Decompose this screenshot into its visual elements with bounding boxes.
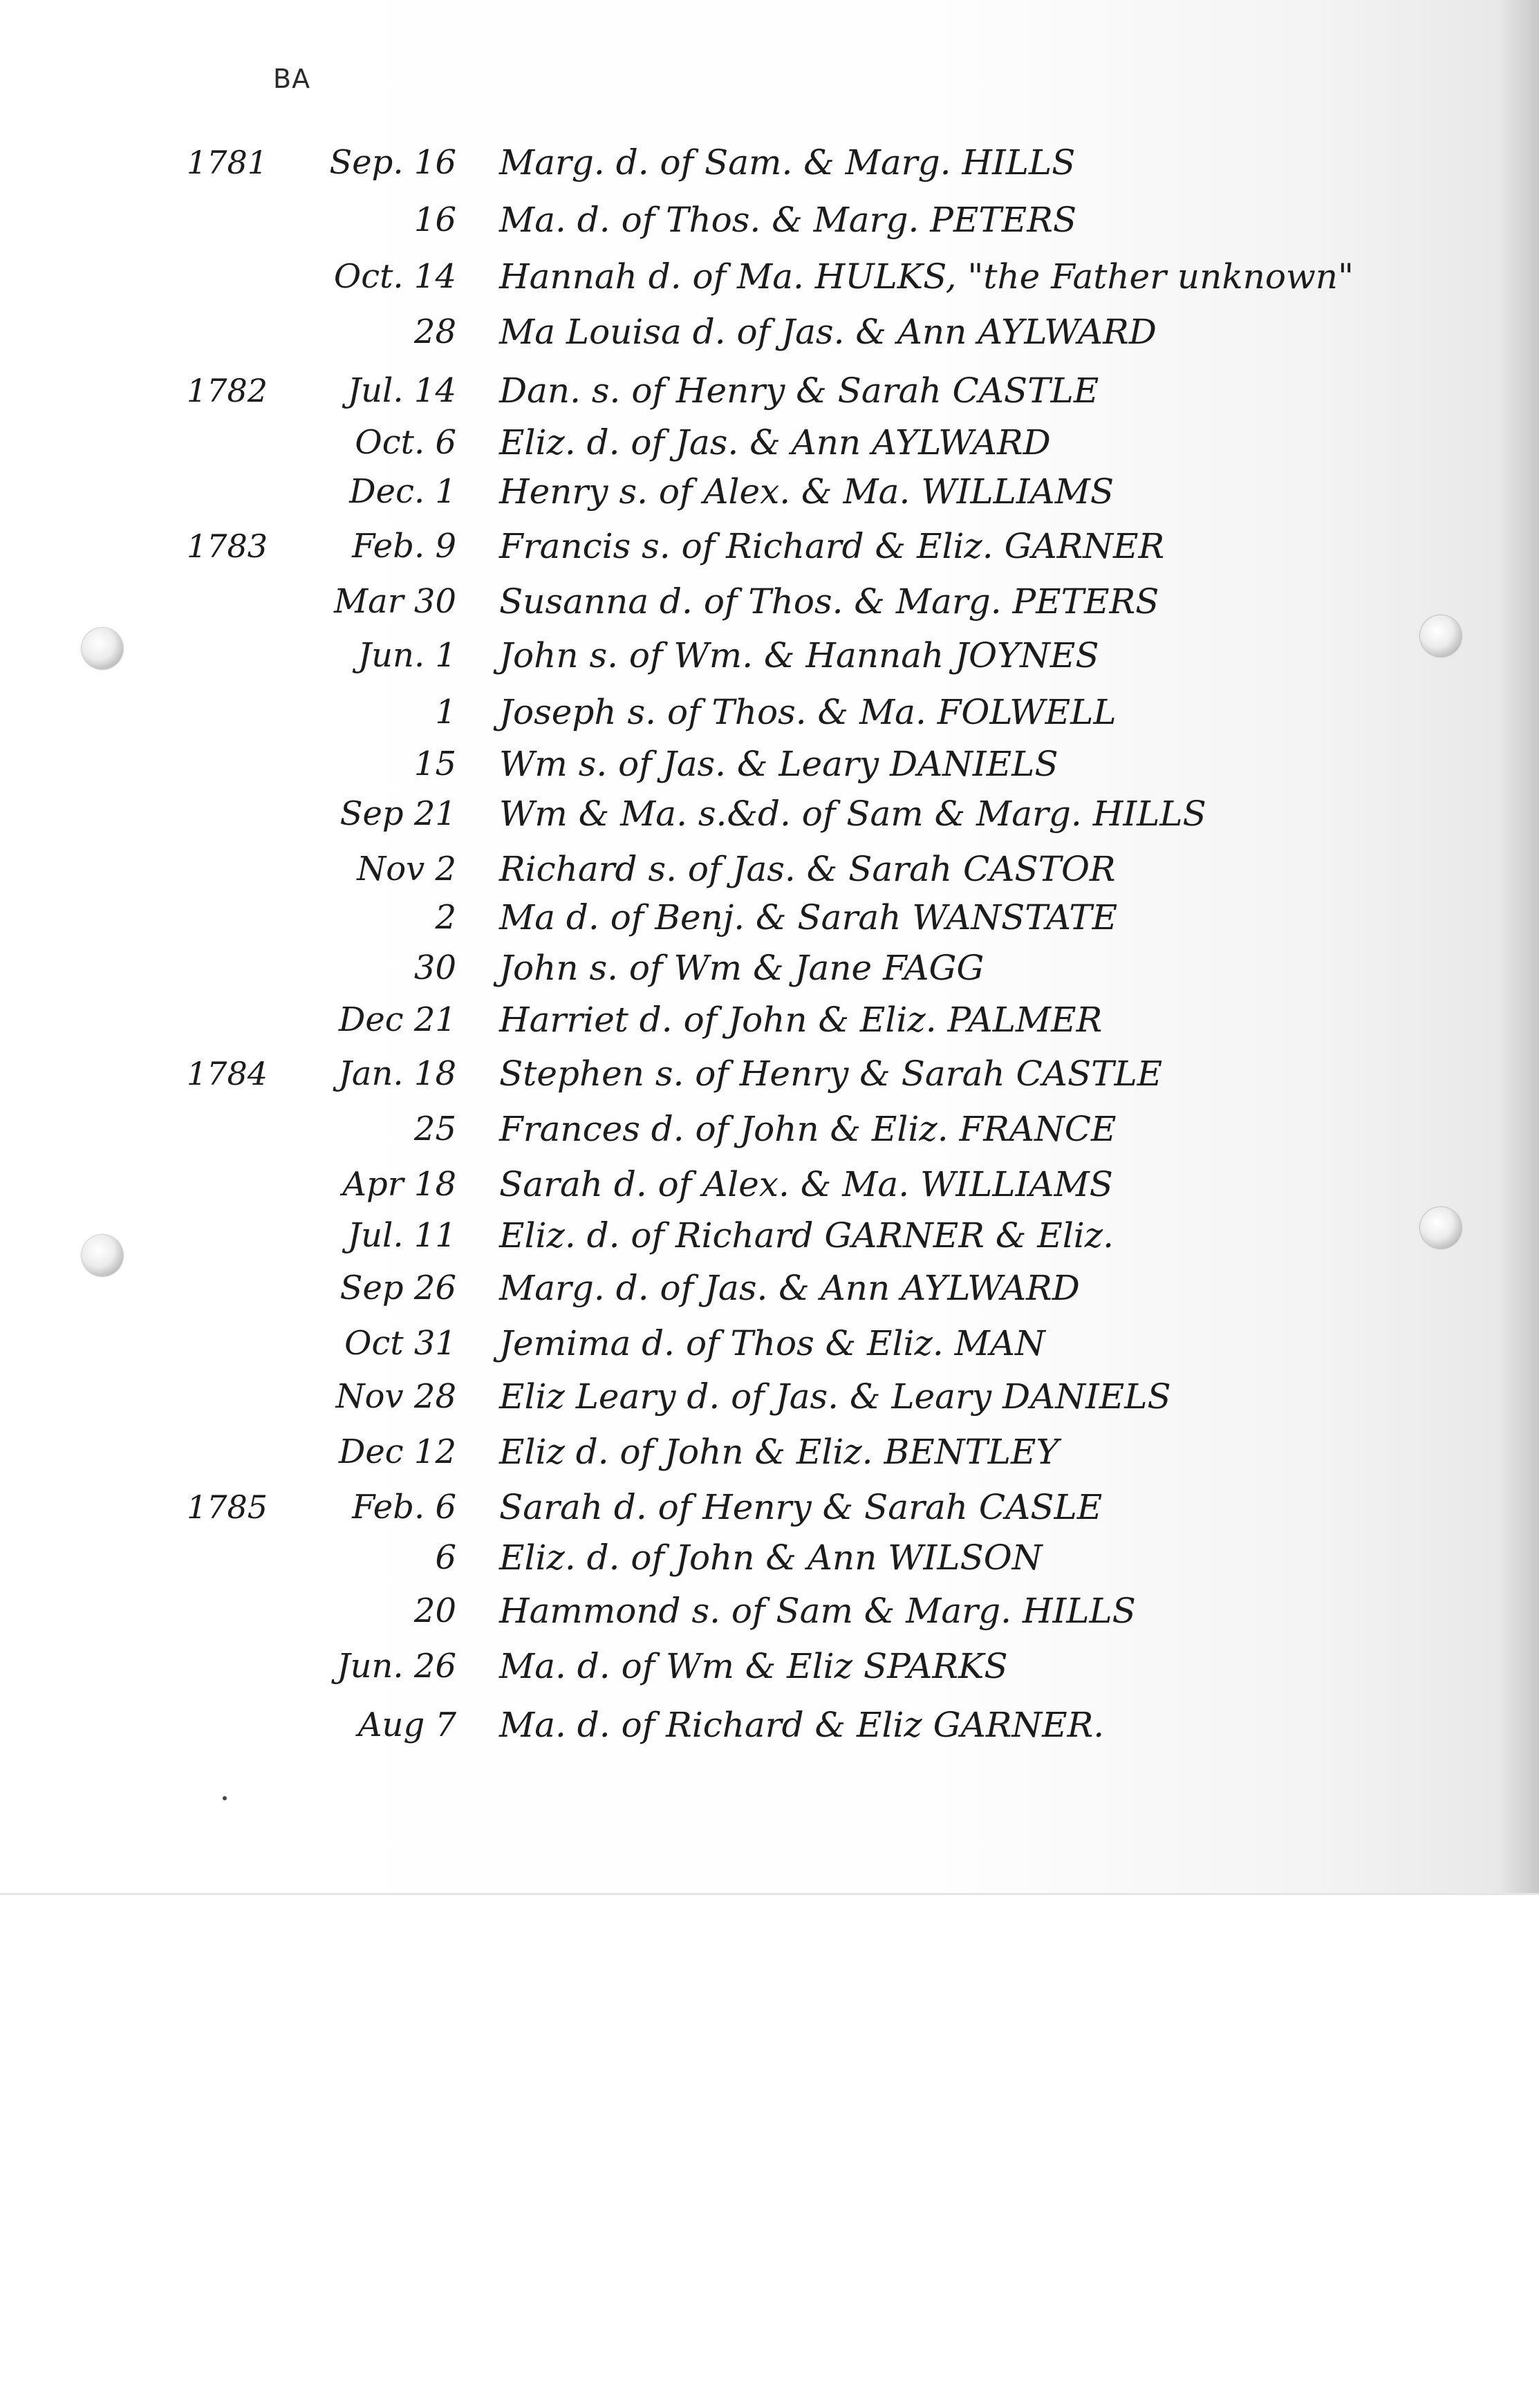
entry-description: Hannah d. of Ma. HULKS, "the Father unknown": [499, 256, 1354, 297]
entry-year: 1783: [187, 528, 268, 565]
corner-label: BA: [273, 64, 311, 94]
punch-hole-left-bottom-icon: [82, 1235, 123, 1276]
ink-speck: [223, 1796, 227, 1800]
entry-description: Jemima d. of Thos & Eliz. MAN: [499, 1323, 1045, 1363]
entry-date: 16: [413, 200, 456, 239]
entry-description: Ma. d. of Richard & Eliz GARNER.: [499, 1705, 1105, 1745]
entry-description: Richard s. of Jas. & Sarah CASTOR: [499, 849, 1116, 889]
entry-description: Ma. d. of Wm & Eliz SPARKS: [499, 1646, 1008, 1686]
entry-date: Oct. 6: [355, 423, 456, 462]
entry-description: Stephen s. of Henry & Sarah CASTLE: [499, 1054, 1163, 1094]
entry-description: Eliz d. of John & Eliz. BENTLEY: [499, 1432, 1059, 1472]
punch-hole-right-bottom-icon: [1420, 1207, 1462, 1249]
entry-date: 28: [413, 312, 456, 351]
entry-description: Ma d. of Benj. & Sarah WANSTATE: [499, 897, 1118, 937]
entry-description: Eliz Leary d. of Jas. & Leary DANIELS: [499, 1376, 1171, 1417]
entry-date: Dec 21: [338, 1000, 456, 1039]
entry-description: Susanna d. of Thos. & Marg. PETERS: [499, 581, 1159, 622]
entry-date: Apr 18: [342, 1165, 456, 1204]
entry-description: John s. of Wm & Jane FAGG: [499, 948, 985, 988]
entry-date: Feb. 9: [352, 527, 456, 566]
entry-date: Sep 21: [339, 794, 456, 833]
punch-hole-left-top-icon: [82, 628, 123, 669]
entry-description: Ma. d. of Thos. & Marg. PETERS: [499, 200, 1077, 240]
entry-description: Hammond s. of Sam & Marg. HILLS: [499, 1591, 1136, 1631]
entry-description: Eliz. d. of Jas. & Ann AYLWARD: [499, 422, 1051, 463]
entry-date: Dec 12: [338, 1432, 456, 1471]
entry-date: Sep 26: [339, 1269, 456, 1307]
entry-date: Nov 28: [335, 1377, 456, 1416]
entry-date: Dec. 1: [349, 472, 456, 511]
entry-description: Sarah d. of Henry & Sarah CASLE: [499, 1487, 1103, 1527]
entry-date: Jan. 18: [338, 1054, 456, 1093]
entry-date: Feb. 6: [352, 1488, 456, 1527]
entry-description: Francis s. of Richard & Eliz. GARNER: [499, 526, 1165, 566]
entry-date: Aug 7: [357, 1706, 456, 1744]
entry-year: 1784: [187, 1055, 268, 1092]
entry-date: Jul. 11: [347, 1216, 456, 1255]
entry-date: Jul. 14: [347, 371, 456, 410]
entry-description: Marg. d. of Jas. & Ann AYLWARD: [499, 1268, 1080, 1308]
entry-description: Sarah d. of Alex. & Ma. WILLIAMS: [499, 1164, 1113, 1204]
entry-description: Wm s. of Jas. & Leary DANIELS: [499, 744, 1058, 784]
entry-date: Jun. 1: [357, 636, 456, 675]
entry-description: John s. of Wm. & Hannah JOYNES: [499, 635, 1099, 675]
entry-date: Nov 2: [357, 850, 456, 888]
entry-description: Joseph s. of Thos. & Ma. FOLWELL: [499, 692, 1117, 732]
punch-hole-right-top-icon: [1420, 615, 1462, 657]
entry-date: Mar 30: [333, 582, 456, 621]
entry-year: 1782: [187, 372, 268, 409]
entry-date: Oct 31: [344, 1324, 456, 1363]
entry-date: 25: [413, 1110, 456, 1148]
entry-description: Ma Louisa d. of Jas. & Ann AYLWARD: [499, 312, 1157, 352]
entry-description: Eliz. d. of Richard GARNER & Eliz.: [499, 1215, 1114, 1256]
entry-date: Jun. 26: [337, 1647, 456, 1686]
entry-description: Frances d. of John & Eliz. FRANCE: [499, 1109, 1117, 1149]
entry-date: Sep. 16: [329, 143, 456, 182]
entry-date: 20: [413, 1592, 456, 1630]
entry-description: Henry s. of Alex. & Ma. WILLIAMS: [499, 472, 1114, 512]
entry-description: Harriet d. of John & Eliz. PALMER: [499, 1000, 1103, 1040]
entry-description: Wm & Ma. s.&d. of Sam & Marg. HILLS: [499, 794, 1206, 834]
entry-date: 1: [435, 693, 456, 731]
entry-year: 1781: [187, 144, 268, 181]
entry-date: 30: [413, 949, 456, 987]
entry-description: Eliz. d. of John & Ann WILSON: [499, 1538, 1043, 1578]
entry-description: Marg. d. of Sam. & Marg. HILLS: [499, 142, 1076, 183]
entry-date: 6: [435, 1538, 456, 1577]
entry-date: Oct. 14: [333, 257, 456, 296]
entry-date: 15: [413, 745, 456, 783]
entry-description: Dan. s. of Henry & Sarah CASTLE: [499, 371, 1099, 411]
entry-date: 2: [435, 898, 456, 937]
entry-year: 1785: [187, 1488, 268, 1526]
page-edge: [0, 1893, 1539, 1895]
page-shadow: [1498, 0, 1539, 1894]
